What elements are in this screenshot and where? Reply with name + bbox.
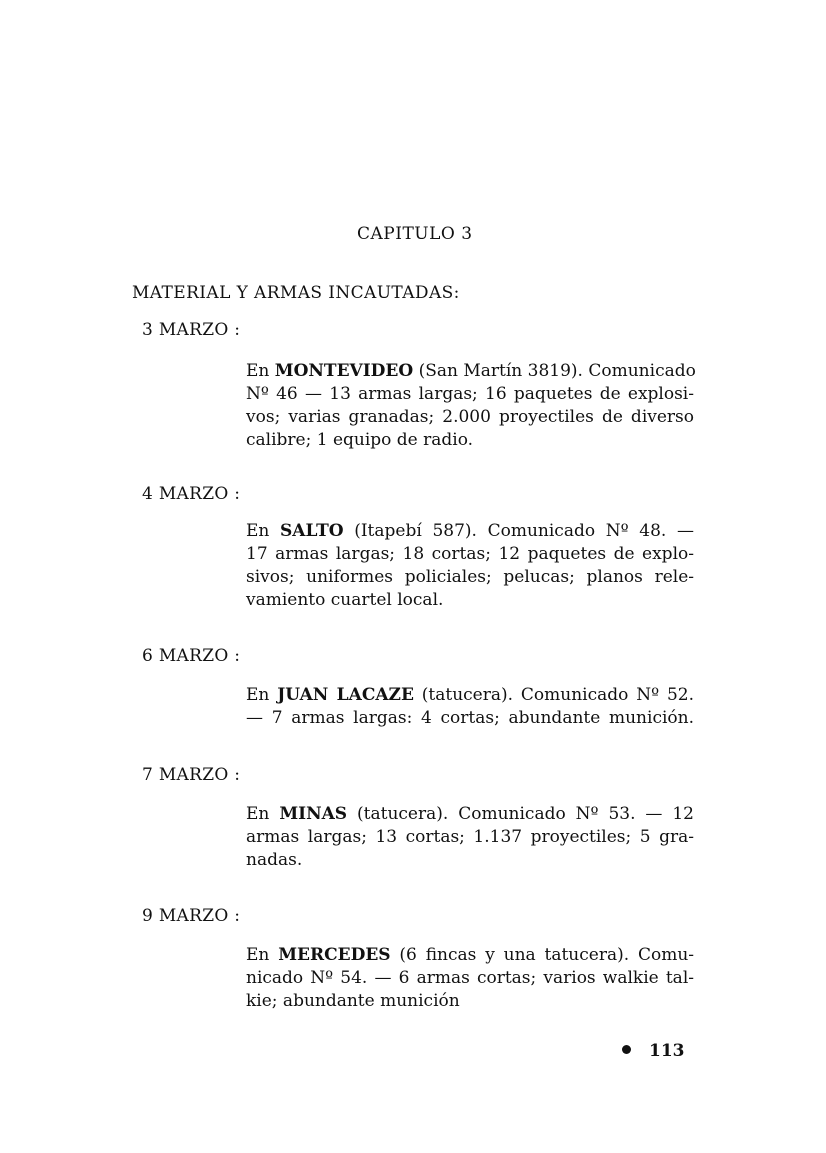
entry-date: 6 MARZO :	[142, 646, 241, 666]
entry-line: nadas.	[246, 850, 303, 870]
entry-line	[246, 520, 694, 543]
place-name: SALTO	[280, 521, 344, 541]
entry-line	[246, 684, 694, 707]
entry-line: sivos; uniformes policiales; pelucas; planos rele-	[246, 567, 694, 587]
line-text: (San Martín 3819). Comunicado	[413, 361, 696, 381]
entry-line: vamiento cuartel local.	[246, 590, 444, 610]
line-text: En	[246, 685, 278, 705]
line-text: (tatucera). Comunicado Nº 52.	[413, 685, 695, 705]
entry-line	[246, 944, 694, 967]
entry-date: 9 MARZO :	[142, 906, 241, 926]
place-name: MERCEDES	[278, 945, 391, 965]
line-text: En	[246, 804, 280, 824]
page-number: 113	[649, 1041, 685, 1061]
entry-line: vos; varias granadas; 2.000 proyectiles de diverso	[246, 407, 694, 427]
entry-body	[246, 360, 694, 452]
line-text: (tatucera). Comunicado Nº 53. — 12	[347, 804, 694, 824]
entry-line: nicado Nº 54. — 6 armas cortas; varios walkie tal-	[246, 968, 694, 988]
place-name: JUAN LACAZE	[277, 685, 414, 705]
bullet-icon	[622, 1045, 631, 1054]
entry-body	[246, 944, 694, 1013]
entry-line: calibre; 1 equipo de radio.	[246, 430, 474, 450]
chapter-title: CAPITULO 3	[357, 224, 473, 244]
entry-line: — 7 armas largas: 4 cortas; abundante munición.	[246, 708, 694, 728]
entry-body	[246, 684, 694, 730]
entry-line: 17 armas largas; 18 cortas; 12 paquetes de explo-	[246, 544, 694, 564]
entry-date: 7 MARZO :	[142, 765, 241, 785]
entry-line	[246, 360, 694, 383]
place-name: MONTEVIDEO	[274, 361, 414, 381]
entry-line: armas largas; 13 cortas; 1.137 proyectiles; 5 gra-	[246, 827, 694, 847]
entry-line: kie; abundante munición	[246, 991, 460, 1011]
place-name: MINAS	[279, 804, 348, 824]
line-text: En	[246, 945, 279, 965]
line-text: En	[246, 521, 281, 541]
entry-line	[246, 803, 694, 826]
entry-date: 4 MARZO :	[142, 484, 241, 504]
entry-body	[246, 520, 694, 612]
page-footer	[622, 1041, 685, 1061]
entry-line: Nº 46 — 13 armas largas; 16 paquetes de explosi-	[246, 384, 694, 404]
line-text: (6 fincas y una tatucera). Comu-	[390, 945, 695, 965]
line-text: En	[246, 361, 275, 381]
entry-date: 3 MARZO :	[142, 320, 241, 340]
entry-body	[246, 803, 694, 872]
line-text: (Itapebí 587). Comunicado Nº 48. —	[343, 521, 694, 541]
section-heading: MATERIAL Y ARMAS INCAUTADAS:	[132, 283, 460, 303]
